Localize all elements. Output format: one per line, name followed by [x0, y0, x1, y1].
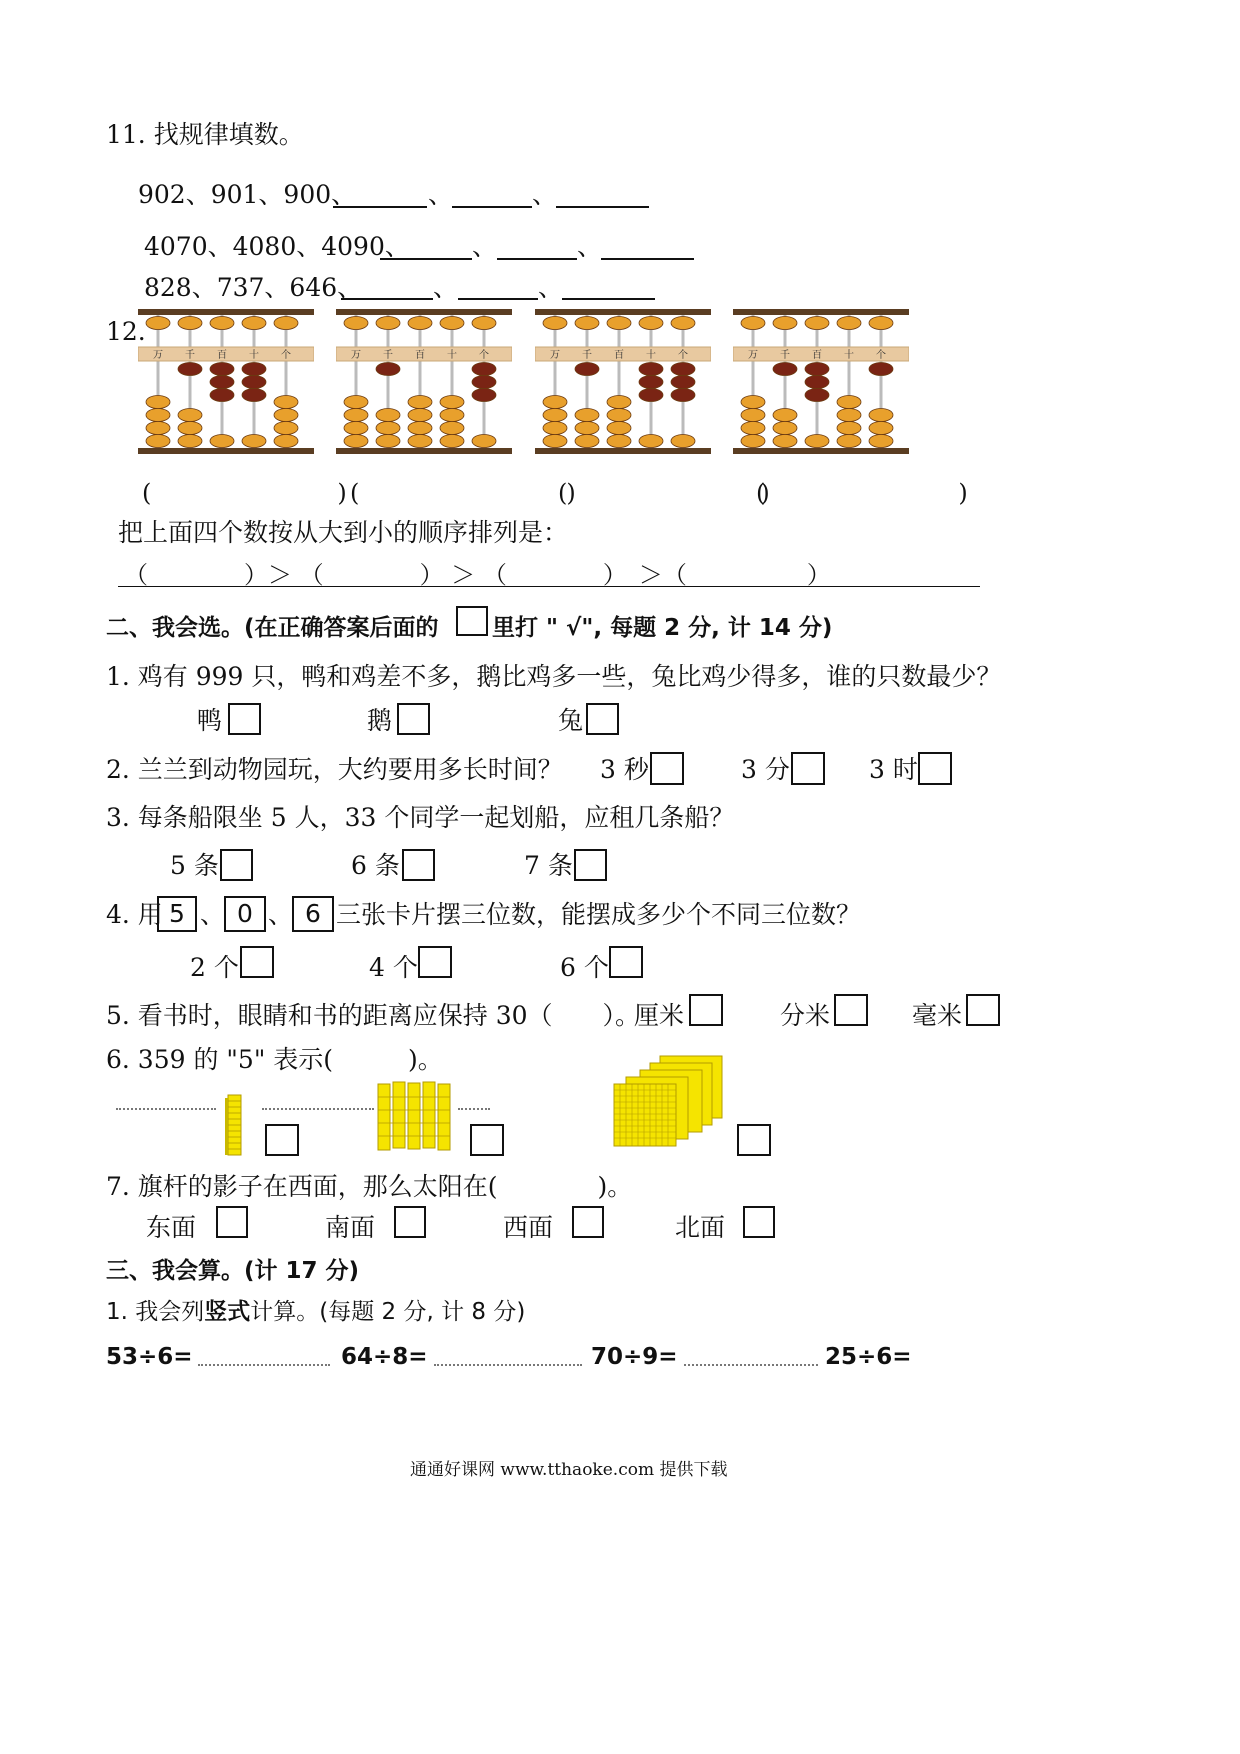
abacus-bead — [408, 435, 432, 448]
abacus-bead — [639, 435, 663, 448]
abacus-rod-label: 万 — [550, 350, 560, 361]
q12-label: 12. — [106, 317, 146, 346]
q11-row3-blank-2[interactable] — [458, 298, 538, 300]
abacus-rod-label: 个 — [479, 350, 489, 361]
q11-row2-sequence: 4070、4080、4090、 — [144, 232, 410, 261]
q11-row3-sep-2: 、 — [538, 273, 564, 302]
abacus-bead — [773, 435, 797, 448]
abacus-bead — [639, 389, 663, 402]
calc-answer-dots-1[interactable] — [198, 1364, 330, 1366]
abacus-bead — [178, 422, 202, 435]
q2-option-label-3: 3 时 — [869, 755, 918, 784]
abacus-bead — [607, 396, 631, 409]
q6-option-checkbox-1[interactable] — [265, 1124, 299, 1156]
abacus-rod-label: 千 — [582, 350, 592, 361]
calc-problem-3: 70÷9= — [591, 1344, 678, 1370]
abacus-3-answer[interactable]: ( ) — [558, 479, 777, 507]
q7-option-label-4: 北面 — [675, 1213, 726, 1242]
abacus-bead — [671, 376, 695, 389]
abacus-bead — [408, 422, 432, 435]
q12-order-underline — [118, 586, 980, 587]
q7-option-checkbox-3[interactable] — [572, 1206, 604, 1238]
q2-option-checkbox-3[interactable] — [918, 752, 952, 785]
abacus-bead — [805, 376, 829, 389]
abacus-bead — [274, 317, 298, 330]
abacus-bead — [869, 409, 893, 422]
abacus-bead — [210, 389, 234, 402]
abacus-bead — [376, 363, 400, 376]
q7-option-label-3: 西面 — [503, 1213, 554, 1242]
q11-row1-sep-2: 、 — [532, 180, 558, 209]
q11-row3-sep-1: 、 — [433, 273, 459, 302]
abacus-bead — [639, 376, 663, 389]
abacus-bead — [242, 389, 266, 402]
q11-row1-sep-1: 、 — [428, 180, 454, 209]
q11-row3-blank-1[interactable] — [341, 298, 433, 300]
q7-option-checkbox-1[interactable] — [216, 1206, 248, 1238]
q12-order-prompt: 把上面四个数按从大到小的顺序排列是： — [118, 518, 569, 547]
q11-row2-sep-2: 、 — [577, 232, 603, 261]
abacus-bead — [869, 422, 893, 435]
q1-question: 1. 鸡有 999 只，鸭和鸡差不多，鹅比鸡多一些，兔比鸡少得多，谁的只数最少？ — [106, 662, 1002, 691]
q11-row1-sequence: 902、901、900、 — [138, 180, 357, 209]
q1-option-checkbox-2[interactable] — [397, 703, 430, 735]
abacus-bead — [639, 317, 663, 330]
q11-row2-blank-3[interactable] — [601, 258, 694, 260]
abacus-bead — [344, 435, 368, 448]
abacus-bead — [178, 435, 202, 448]
section2-sample-box — [456, 606, 488, 636]
q1-option-checkbox-3[interactable] — [586, 703, 619, 735]
abacus-rod-label: 万 — [748, 350, 758, 361]
abacus-bead — [837, 317, 861, 330]
q5-option-checkbox-3[interactable] — [966, 994, 1000, 1026]
abacus-bead — [837, 409, 861, 422]
abacus-bead — [440, 422, 464, 435]
abacus-bead — [639, 363, 663, 376]
calc-answer-dots-2[interactable] — [434, 1364, 582, 1366]
abacus-bead — [472, 363, 496, 376]
q3-option-checkbox-2[interactable] — [402, 849, 435, 881]
abacus-bead — [773, 317, 797, 330]
q4-option-checkbox-1[interactable] — [240, 946, 274, 978]
abacus-bead — [805, 363, 829, 376]
abacus-bead — [543, 317, 567, 330]
abacus-bead — [440, 396, 464, 409]
q6-five-tens-rods-image — [376, 1080, 456, 1152]
q4-sep-1: 、 — [200, 900, 226, 929]
abacus-bead — [376, 317, 400, 330]
abacus-bead — [869, 435, 893, 448]
q4-prefix: 4. 用 — [106, 900, 163, 929]
q5-option-label-3: 毫米 — [912, 1001, 963, 1030]
abacus-1-answer[interactable]: ( ) — [142, 479, 353, 507]
q7-option-checkbox-2[interactable] — [394, 1206, 426, 1238]
abacus-bead — [607, 422, 631, 435]
abacus-bead — [671, 389, 695, 402]
abacus-bead — [344, 422, 368, 435]
abacus-rod-label: 十 — [844, 350, 854, 361]
q6-option-checkbox-2[interactable] — [470, 1124, 504, 1156]
abacus-bead — [210, 435, 234, 448]
abacus-bead — [178, 317, 202, 330]
abacus-bead — [575, 363, 599, 376]
abacus-bead — [274, 422, 298, 435]
q11-row2-blank-2[interactable] — [497, 258, 577, 260]
q3-option-checkbox-1[interactable] — [220, 849, 253, 881]
q3-option-label-3: 7 条 — [524, 851, 573, 880]
q4-sep-2: 、 — [268, 900, 294, 929]
abacus-bead — [543, 409, 567, 422]
q6-dotted-line-2 — [262, 1108, 374, 1110]
abacus-bead — [242, 376, 266, 389]
abacus-rod-label: 十 — [447, 350, 457, 361]
abacus-bead — [773, 363, 797, 376]
abacus-bead — [146, 435, 170, 448]
q2-option-checkbox-1[interactable] — [650, 752, 684, 785]
q11-row1-blank-3[interactable] — [556, 206, 649, 208]
abacus-bead — [344, 317, 368, 330]
q2-option-label-1: 3 秒 — [600, 755, 649, 784]
abacus-2 — [336, 307, 512, 457]
abacus-3 — [535, 307, 711, 457]
q4-card-1: 5 — [157, 896, 197, 932]
abacus-bead — [178, 363, 202, 376]
q12-order-line[interactable]: （ ）＞ （ ） ＞ （ ） ＞（ ） — [124, 561, 831, 589]
abacus-bead — [376, 422, 400, 435]
q2-option-label-2: 3 分 — [741, 755, 790, 784]
q3-question: 3. 每条船限坐 5 人，33 个同学一起划船，应租几条船？ — [106, 803, 735, 832]
abacus-bead — [408, 396, 432, 409]
abacus-rod-label: 万 — [351, 350, 361, 361]
abacus-rod-label: 个 — [678, 350, 688, 361]
abacus-bead — [805, 389, 829, 402]
q5-question: 5. 看书时，眼睛和书的距离应保持 30（ ）。 — [106, 1001, 641, 1030]
section2-title: 二、我会选。(在正确答案后面的 — [106, 615, 439, 641]
abacus-bead — [242, 435, 266, 448]
abacus-bead — [741, 422, 765, 435]
abacus-bead — [543, 396, 567, 409]
q7-option-label-1: 东面 — [146, 1213, 197, 1242]
abacus-bead — [869, 317, 893, 330]
abacus-bead — [575, 317, 599, 330]
q4-card-3: 6 — [292, 896, 334, 932]
abacus-bead — [575, 409, 599, 422]
abacus-2-answer[interactable]: ( ) — [350, 479, 585, 507]
abacus-rod-label: 千 — [185, 350, 195, 361]
q4-option-label-1: 2 个 — [190, 953, 239, 982]
abacus-rod-label: 十 — [646, 350, 656, 361]
q11-row2-sep-1: 、 — [472, 232, 498, 261]
abacus-bead — [607, 409, 631, 422]
abacus-bead — [543, 422, 567, 435]
abacus-bead — [344, 396, 368, 409]
abacus-rod-label: 百 — [614, 350, 624, 361]
abacus-bead — [671, 363, 695, 376]
abacus-bead — [607, 435, 631, 448]
q2-option-checkbox-2[interactable] — [791, 752, 825, 785]
q6-hundreds-flats-image — [612, 1054, 726, 1150]
q5-option-checkbox-2[interactable] — [834, 994, 868, 1026]
q1-option-label-1: 鸭 — [197, 706, 223, 735]
abacus-bead — [146, 317, 170, 330]
q1-option-label-3: 兔 — [558, 706, 584, 735]
abacus-bead — [741, 317, 765, 330]
abacus-bead — [741, 409, 765, 422]
q11-row2-blank-1[interactable] — [380, 258, 472, 260]
abacus-bead — [146, 422, 170, 435]
q6-dotted-line-3 — [458, 1108, 490, 1110]
abacus-bead — [837, 396, 861, 409]
abacus-bead — [837, 422, 861, 435]
abacus-bead — [242, 317, 266, 330]
abacus-bead — [146, 396, 170, 409]
page-footer: 通通好课网 www.tthaoke.com 提供下载 — [410, 1460, 728, 1480]
q7-question: 7. 旗杆的影子在西面，那么太阳在( )。 — [106, 1172, 633, 1201]
abacus-bead — [575, 435, 599, 448]
abacus-rod-label: 个 — [876, 350, 886, 361]
q5-option-label-1: 厘米 — [634, 1001, 685, 1030]
q6-question: 6. 359 的 "5" 表示( )。 — [106, 1045, 443, 1074]
q3-option-checkbox-3[interactable] — [574, 849, 607, 881]
abacus-rod-label: 千 — [780, 350, 790, 361]
abacus-bead — [408, 409, 432, 422]
abacus-bead — [773, 422, 797, 435]
abacus-bead — [210, 363, 234, 376]
abacus-bead — [344, 409, 368, 422]
q5-option-checkbox-1[interactable] — [689, 994, 723, 1026]
q4-suffix: 三张卡片摆三位数，能摆成多少个不同三位数？ — [336, 900, 862, 929]
abacus-bead — [274, 435, 298, 448]
abacus-bead — [440, 409, 464, 422]
q11-row1-blank-2[interactable] — [452, 206, 532, 208]
q4-option-checkbox-2[interactable] — [418, 946, 452, 978]
calc-problem-2: 64÷8= — [341, 1344, 428, 1370]
q6-option-checkbox-3[interactable] — [737, 1124, 771, 1156]
abacus-bead — [146, 409, 170, 422]
abacus-bead — [575, 422, 599, 435]
abacus-bead — [741, 396, 765, 409]
section3-title: 三、我会算。(计 17 分) — [106, 1258, 360, 1284]
abacus-bead — [178, 409, 202, 422]
q3-option-label-1: 5 条 — [170, 851, 219, 880]
abacus-bead — [805, 317, 829, 330]
abacus-bead — [837, 435, 861, 448]
q4-option-checkbox-3[interactable] — [609, 946, 643, 978]
abacus-bead — [210, 317, 234, 330]
section3-subtitle: 1. 我会列竖式计算。(每题 2 分, 计 8 分) — [106, 1299, 526, 1325]
abacus-1 — [138, 307, 314, 457]
q3-option-label-2: 6 条 — [351, 851, 400, 880]
section2-title-tail: 里打 " √", 每题 2 分, 计 14 分) — [492, 615, 833, 641]
abacus-bead — [440, 435, 464, 448]
abacus-bead — [274, 409, 298, 422]
q5-option-label-2: 分米 — [780, 1001, 831, 1030]
abacus-bead — [869, 363, 893, 376]
abacus-bead — [741, 435, 765, 448]
q1-option-label-2: 鹅 — [367, 706, 393, 735]
abacus-bead — [408, 317, 432, 330]
abacus-bead — [805, 435, 829, 448]
abacus-bead — [210, 376, 234, 389]
abacus-bead — [440, 317, 464, 330]
abacus-bead — [472, 389, 496, 402]
q4-option-label-3: 6 个 — [560, 953, 609, 982]
abacus-bead — [472, 317, 496, 330]
q6-tens-rod-image — [224, 1094, 246, 1156]
abacus-bead — [376, 435, 400, 448]
abacus-bead — [376, 409, 400, 422]
abacus-bead — [773, 409, 797, 422]
abacus-rod-label: 万 — [153, 350, 163, 361]
q11-row3-sequence: 828、737、646、 — [144, 273, 363, 302]
q2-question: 2. 兰兰到动物园玩，大约要用多长时间？ — [106, 755, 563, 784]
q11-title: 11. 找规律填数。 — [106, 120, 304, 149]
q4-option-label-2: 4 个 — [369, 953, 418, 982]
abacus-rod-label: 百 — [415, 350, 425, 361]
abacus-bead — [242, 363, 266, 376]
abacus-bead — [607, 317, 631, 330]
abacus-bead — [671, 317, 695, 330]
abacus-rod-label: 百 — [217, 350, 227, 361]
abacus-rod-label: 十 — [249, 350, 259, 361]
abacus-rod-label: 千 — [383, 350, 393, 361]
q4-card-2: 0 — [224, 896, 266, 932]
q11-row1-blank-1[interactable] — [333, 206, 427, 208]
calc-answer-dots-3[interactable] — [684, 1364, 818, 1366]
abacus-rod-label: 个 — [281, 350, 291, 361]
abacus-bead — [472, 435, 496, 448]
abacus-bead — [472, 376, 496, 389]
abacus-bead — [671, 435, 695, 448]
abacus-4-answer[interactable]: ( ) — [756, 479, 975, 507]
abacus-bead — [543, 435, 567, 448]
q1-option-checkbox-1[interactable] — [228, 703, 261, 735]
abacus-bead — [274, 396, 298, 409]
calc-problem-1: 53÷6= — [106, 1344, 193, 1370]
q11-row3-blank-3[interactable] — [562, 298, 655, 300]
calc-problem-4: 25÷6= — [825, 1344, 912, 1370]
q7-option-label-2: 南面 — [325, 1213, 376, 1242]
abacus-rod-label: 百 — [812, 350, 822, 361]
abacus-4 — [733, 307, 909, 457]
q7-option-checkbox-4[interactable] — [743, 1206, 775, 1238]
q6-dotted-line-1 — [116, 1108, 216, 1110]
